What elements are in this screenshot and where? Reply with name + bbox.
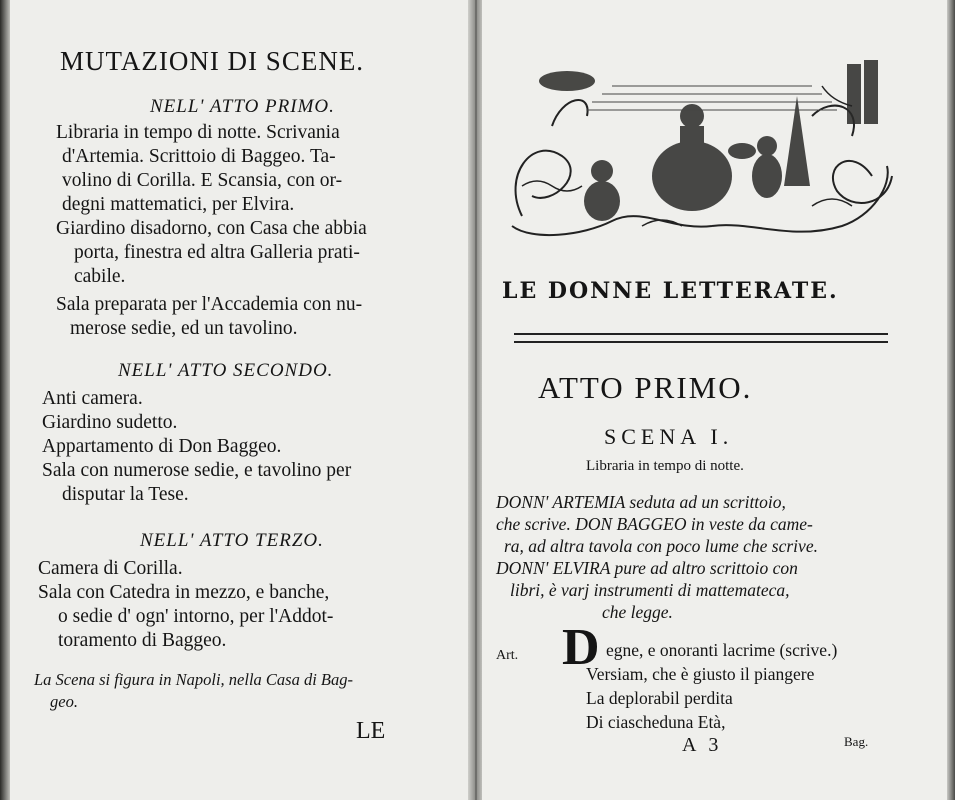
act2-line: Appartamento di Don Baggeo. — [42, 436, 282, 457]
act3-line: toramento di Baggeo. — [58, 630, 227, 651]
double-rule — [514, 333, 888, 343]
verse-line: egne, e onoranti lacrime (scrive.) — [606, 640, 838, 660]
act1-line: volino di Corilla. E Scansia, con or- — [62, 170, 343, 191]
act2-line: Giardino sudetto. — [42, 412, 178, 433]
act1-line: Sala preparata per l'Accademia con nu- — [56, 294, 363, 315]
speaker-label: Art. — [496, 648, 519, 663]
signature-mark: A 3 — [682, 734, 723, 756]
stage-direction-line: ra, ad altra tavola con poco lume che scrive. — [504, 536, 818, 556]
catchword: LE — [356, 718, 386, 744]
page-edge-shadow — [947, 0, 955, 800]
left-page — [0, 0, 470, 800]
act1-line: d'Artemia. Scrittoio di Baggeo. Ta- — [62, 146, 336, 167]
act1-line: cabile. — [74, 266, 126, 287]
stage-direction-line: che scrive. DON BAGGEO in veste da came- — [496, 514, 813, 534]
act3-line: Camera di Corilla. — [38, 558, 183, 579]
engraved-headpiece-illustration — [492, 56, 912, 246]
page-title: MUTAZIONI DI SCENE. — [60, 46, 365, 76]
verse-line: Versiam, che è giusto il piangere — [586, 664, 815, 684]
catchword: Bag. — [844, 734, 869, 749]
act2-line: Sala con numerose sedie, e tavolino per — [42, 460, 352, 481]
act1-line: Giardino disadorno, con Casa che abbia — [56, 218, 367, 239]
act1-line: Libraria in tempo di notte. Scrivania — [56, 122, 340, 143]
act1-line: merose sedie, ed un tavolino. — [70, 318, 298, 339]
act2-line: Anti camera. — [42, 388, 143, 409]
scene-number: SCENA I. — [604, 424, 734, 449]
scene-setting: Libraria in tempo di notte. — [586, 458, 744, 474]
verse-line: La deplorabil perdita — [586, 688, 733, 708]
act3-heading: NELL' ATTO TERZO. — [140, 530, 324, 551]
stage-direction-line: DONN' ARTEMIA seduta ad un scrittoio, — [496, 492, 786, 512]
act1-heading: NELL' ATTO PRIMO. — [150, 96, 335, 117]
right-page — [482, 0, 955, 800]
verse-line: Di ciascheduna Età, — [586, 712, 726, 732]
page-edge-shadow — [0, 0, 10, 800]
act3-line: Sala con Catedra in mezzo, e banche, — [38, 582, 330, 603]
stage-direction-line: libri, è varj instrumenti di mattemateca, — [510, 580, 790, 600]
scene-note: geo. — [50, 692, 78, 711]
play-title-banner: LE DONNE LETTERATE. — [502, 278, 839, 304]
act1-line: porta, finestra ed altra Galleria prati- — [74, 242, 360, 263]
act2-line: disputar la Tese. — [62, 484, 189, 505]
act2-heading: NELL' ATTO SECONDO. — [118, 360, 334, 381]
act3-line: o sedie d' ogn' intorno, per l'Addot- — [58, 606, 334, 627]
scene-note: La Scena si figura in Napoli, nella Casa di Bag- — [34, 670, 354, 689]
stage-direction-line: DONN' ELVIRA pure ad altro scrittoio con — [496, 558, 798, 578]
act-title: ATTO PRIMO. — [538, 370, 753, 405]
act1-line: degni mattematici, per Elvira. — [62, 194, 295, 215]
drop-cap: D — [562, 619, 600, 676]
stage-direction-line: che legge. — [602, 602, 673, 622]
